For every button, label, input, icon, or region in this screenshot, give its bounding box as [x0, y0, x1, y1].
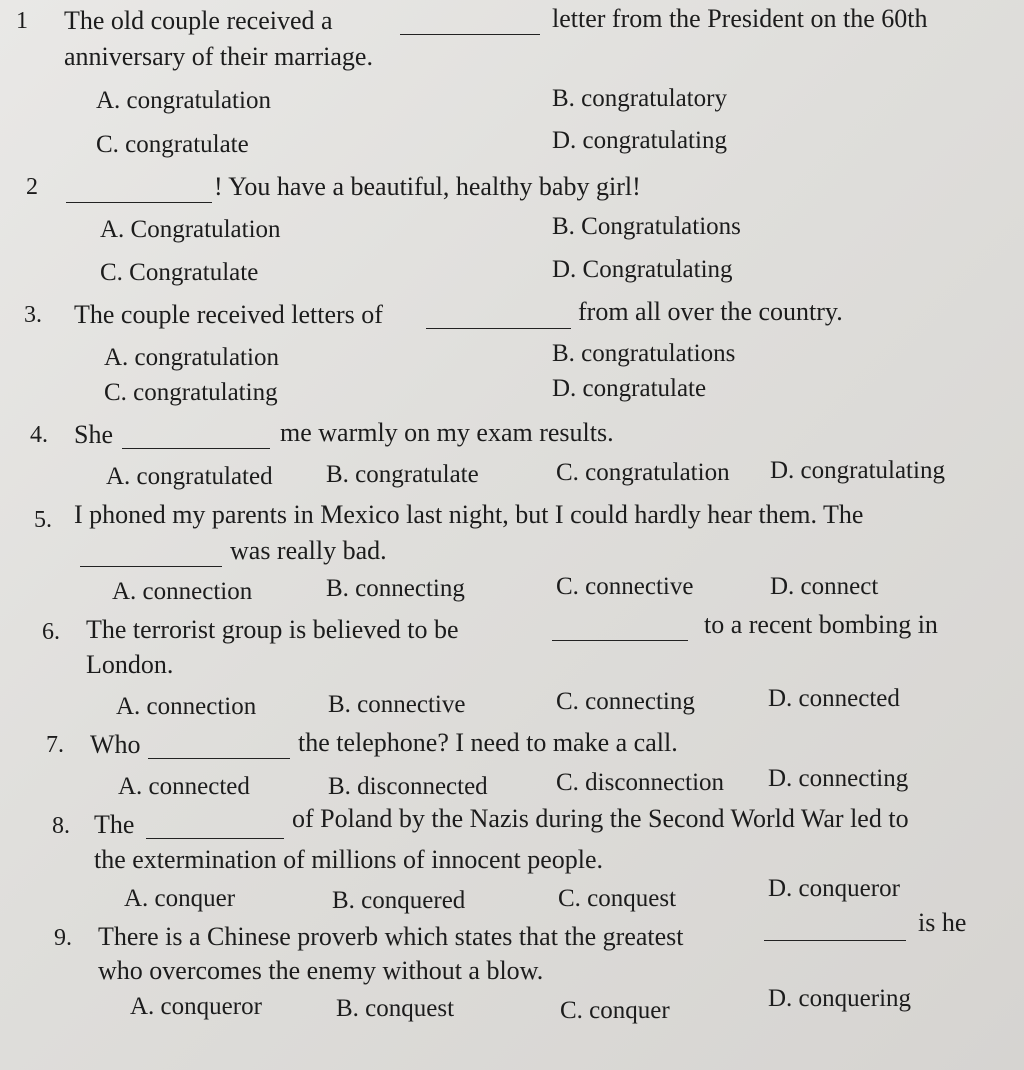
- answer-blank[interactable]: [400, 8, 540, 35]
- option-b[interactable]: B. Congratulations: [552, 213, 741, 240]
- question-number: 2: [26, 174, 38, 200]
- option-d[interactable]: D. congratulating: [770, 457, 945, 484]
- option-d[interactable]: D. congratulate: [552, 375, 707, 402]
- option-d[interactable]: D. conquering: [768, 985, 912, 1012]
- option-b[interactable]: B. congratulatory: [552, 85, 727, 112]
- option-b[interactable]: B. connecting: [326, 575, 465, 602]
- answer-blank[interactable]: [552, 614, 688, 641]
- question-stem-start: The terrorist group is believed to be: [86, 615, 459, 644]
- question-number: 6.: [42, 619, 60, 645]
- option-b[interactable]: B. conquest: [336, 995, 455, 1022]
- question-stem-continuation: anniversary of their marriage.: [64, 42, 373, 71]
- question-stem-start: The couple received letters of: [74, 300, 383, 329]
- question-stem-continuation: the extermination of millions of innocent people.: [94, 845, 604, 874]
- answer-blank[interactable]: [66, 176, 212, 203]
- option-d[interactable]: D. connect: [770, 573, 879, 600]
- option-a[interactable]: A. connected: [118, 773, 250, 800]
- option-c[interactable]: C. conquest: [558, 885, 677, 912]
- question-number: 5.: [34, 507, 52, 533]
- question-stem-end: me warmly on my exam results.: [280, 418, 614, 447]
- question-number: 9.: [54, 925, 72, 951]
- option-c[interactable]: C. Congratulate: [100, 259, 259, 286]
- question-stem-end: letter from the President on the 60th: [552, 4, 928, 33]
- question-number: 3.: [24, 302, 42, 328]
- question-number: 4.: [30, 422, 48, 448]
- question-stem-start: I phoned my parents in Mexico last night, but I could hardly hear them. The: [74, 500, 864, 529]
- answer-blank[interactable]: [148, 732, 290, 759]
- question-number: 8.: [52, 813, 70, 839]
- option-a[interactable]: A. Congratulation: [100, 216, 281, 243]
- option-a[interactable]: A. congratulated: [106, 463, 273, 490]
- answer-blank[interactable]: [764, 914, 906, 941]
- question-stem-start: She: [74, 420, 113, 449]
- answer-blank[interactable]: [146, 812, 284, 839]
- question-stem-end: to a recent bombing in: [704, 610, 938, 639]
- question-stem-start: The old couple received a: [64, 6, 333, 35]
- question-stem-end: ! You have a beautiful, healthy baby girl!: [214, 172, 641, 201]
- question-stem-continuation: London.: [86, 650, 174, 679]
- question-stem-start: The: [94, 810, 135, 839]
- option-a[interactable]: A. connection: [112, 578, 253, 605]
- question-number: 7.: [46, 732, 64, 758]
- question-number: 1: [16, 8, 28, 34]
- option-b[interactable]: B. congratulate: [326, 461, 479, 488]
- option-d[interactable]: D. conqueror: [768, 875, 900, 902]
- option-a[interactable]: A. connection: [116, 693, 257, 720]
- option-b[interactable]: B. conquered: [332, 887, 466, 914]
- answer-blank[interactable]: [122, 422, 270, 449]
- option-d[interactable]: D. connected: [768, 685, 900, 712]
- question-stem-start: There is a Chinese proverb which states that the greatest: [98, 922, 684, 951]
- option-d[interactable]: D. connecting: [768, 765, 909, 792]
- answer-blank[interactable]: [426, 302, 571, 329]
- answer-blank[interactable]: [80, 540, 222, 567]
- option-a[interactable]: A. conquer: [124, 885, 236, 912]
- question-stem-continuation: who overcomes the enemy without a blow.: [98, 956, 544, 985]
- option-c[interactable]: C. conquer: [560, 997, 670, 1024]
- option-c[interactable]: C. congratulating: [104, 379, 278, 406]
- question-stem-end: was really bad.: [230, 536, 387, 565]
- question-stem-end: from all over the country.: [578, 297, 843, 326]
- option-d[interactable]: D. Congratulating: [552, 256, 733, 283]
- option-c[interactable]: C. congratulate: [96, 131, 249, 158]
- option-d[interactable]: D. congratulating: [552, 127, 727, 154]
- question-stem-start: Who: [90, 730, 141, 759]
- option-c[interactable]: C. connective: [556, 573, 694, 600]
- option-b[interactable]: B. disconnected: [328, 773, 488, 800]
- question-stem-end: is he: [918, 908, 967, 937]
- option-a[interactable]: A. congratulation: [104, 344, 279, 371]
- option-a[interactable]: A. conqueror: [130, 993, 262, 1020]
- question-stem-end: of Poland by the Nazis during the Second World War led to: [292, 804, 909, 833]
- option-c[interactable]: C. disconnection: [556, 769, 725, 796]
- option-b[interactable]: B. congratulations: [552, 340, 736, 367]
- option-c[interactable]: C. congratulation: [556, 459, 730, 486]
- option-b[interactable]: B. connective: [328, 691, 466, 718]
- option-a[interactable]: A. congratulation: [96, 87, 271, 114]
- option-c[interactable]: C. connecting: [556, 688, 695, 715]
- question-stem-end: the telephone? I need to make a call.: [298, 728, 678, 757]
